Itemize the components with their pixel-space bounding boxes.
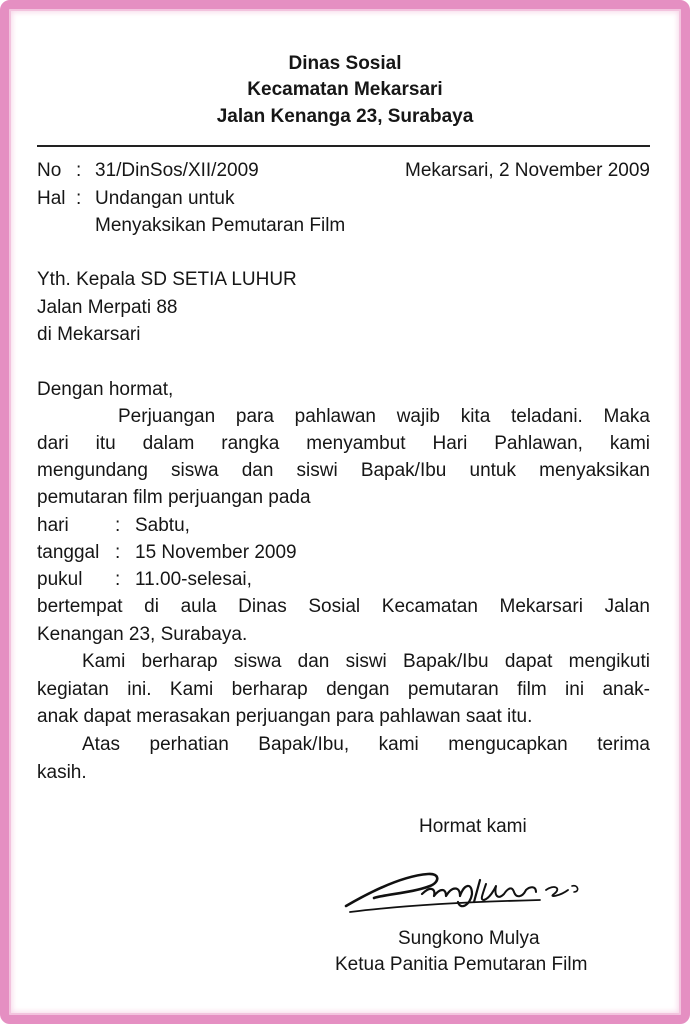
number-colon: : — [76, 160, 82, 181]
recipient-street: Jalan Merpati 88 — [37, 297, 178, 318]
schedule-day-value: Sabtu, — [135, 515, 190, 536]
paragraph-3-line-1: Atas perhatian Bapak/Ibu, kami mengucapkan terima — [82, 734, 650, 755]
letterhead-district: Kecamatan Mekarsari — [247, 79, 443, 100]
greeting: Dengan hormat, — [37, 379, 174, 400]
letterhead-agency: Dinas Sosial — [288, 53, 402, 74]
number-label: No — [37, 160, 62, 181]
subject-line-2: Menyaksikan Pemutaran Film — [95, 215, 346, 236]
subject-colon: : — [76, 188, 82, 209]
signatory-name: Sungkono Mulya — [398, 928, 540, 949]
paragraph-2-line-2: kegiatan ini. Kami berharap dengan pemutaran film ini anak- — [37, 679, 650, 700]
schedule-day-label: hari — [37, 515, 69, 536]
paragraph-2-line-3: anak dapat merasakan perjuangan para pahlawan saat itu. — [37, 706, 533, 727]
paragraph-1-line-4: pemutaran film perjuangan pada — [37, 487, 311, 508]
letterhead-address: Jalan Kenanga 23, Surabaya — [216, 106, 474, 127]
schedule-date-label: tanggal — [37, 542, 100, 563]
paragraph-1-line-3: mengundang siswa dan siswi Bapak/Ibu untuk menyaksikan — [37, 460, 650, 481]
recipient-title: Yth. Kepala SD SETIA LUHUR — [37, 269, 297, 290]
schedule-date-value: 15 November 2009 — [135, 542, 297, 563]
schedule-time-label: pukul — [37, 569, 83, 590]
venue-line-2: Kenangan 23, Surabaya. — [37, 624, 248, 645]
subject-line-1: Undangan untuk — [95, 188, 235, 209]
paragraph-3-line-2: kasih. — [37, 762, 87, 783]
place-date: Mekarsari, 2 November 2009 — [405, 160, 650, 181]
closing-salutation: Hormat kami — [419, 816, 527, 837]
schedule-time-colon: : — [115, 569, 121, 590]
signatory-position: Ketua Panitia Pemutaran Film — [335, 954, 588, 975]
paragraph-2-line-1: Kami berharap siswa dan siswi Bapak/Ibu dapat mengikuti — [82, 651, 650, 672]
letter-number: 31/DinSos/XII/2009 — [95, 160, 259, 181]
paragraph-1-line-2: dari itu dalam rangka menyambut Hari Pahlawan, kami — [37, 433, 650, 454]
subject-label: Hal — [37, 188, 66, 209]
schedule-date-colon: : — [115, 542, 121, 563]
venue-line-1: bertempat di aula Dinas Sosial Kecamatan Mekarsari Jalan — [37, 596, 650, 617]
letterhead-divider — [37, 145, 650, 147]
schedule-time-value: 11.00-selesai, — [135, 569, 252, 590]
signature-image — [340, 862, 610, 924]
schedule-day-colon: : — [115, 515, 121, 536]
paragraph-1-line-1: Perjuangan para pahlawan wajib kita teladani. Maka — [118, 406, 650, 427]
recipient-city: di Mekarsari — [37, 324, 141, 345]
